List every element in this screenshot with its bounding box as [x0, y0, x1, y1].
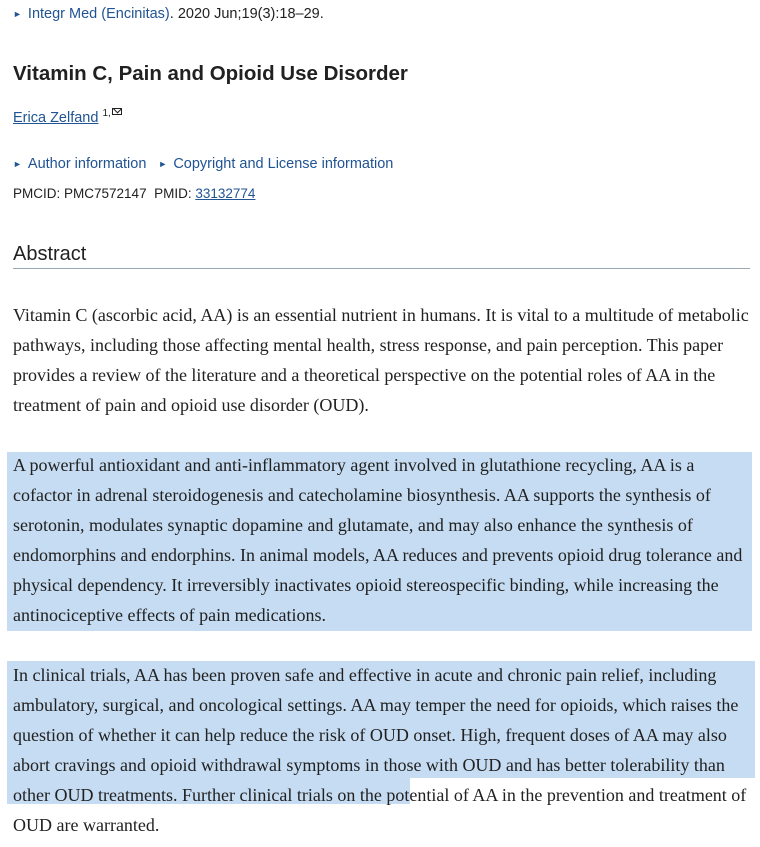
- triangle-right-icon: ►: [158, 159, 168, 169]
- author-link[interactable]: Erica Zelfand: [13, 110, 99, 126]
- citation-details: . 2020 Jun;19(3):18–29.: [169, 6, 324, 22]
- abstract-paragraph-3: In clinical trials, AA has been proven safe and effective in acute and chronic pain relief, including ambulatory, surgical, and oncological settings. AA may temper the need for opioids, which raises the question of whether it can help reduce the risk of OUD onset. High, frequent doses of AA may also abort cravings and opioid withdrawal symptoms in those with OUD and has better tolerability than other OUD treatments. Further clinical trials on the potential of AA in the prevention and treatment of OUD are warranted.: [13, 665, 747, 835]
- pmid-label: PMID:: [154, 186, 192, 201]
- article-title: Vitamin C, Pain and Opioid Use Disorder: [13, 62, 408, 85]
- triangle-right-icon: ►: [13, 159, 22, 169]
- pmcid-value: PMC7572147: [64, 186, 147, 201]
- journal-link[interactable]: Integr Med (Encinitas): [27, 6, 170, 22]
- author-affiliation-sup: 1,: [102, 108, 111, 119]
- article-info-links: [13, 153, 393, 176]
- article-identifiers: [13, 183, 255, 205]
- pmcid-label: PMCID:: [13, 186, 61, 201]
- copyright-license-link[interactable]: Copyright and License information: [173, 156, 394, 172]
- abstract-paragraph-2: A powerful antioxidant and anti-inflammatory agent involved in glutathione recycling, AA is a cofactor in adrenal steroidogenesis and catecholamine biosynthesis. AA supports the synthesis of serotonin, modulates synaptic dopamine and glutamate, and may also enhance the synthesis of endomorphins and endorphins. In animal models, AA reduces and prevents opioid drug tolerance and physical dependency. It irreversibly inactivates opioid stereospecific binding, while increasing the antinociceptive effects of pain medications.: [13, 455, 743, 625]
- abstract-heading: Abstract: [13, 241, 750, 269]
- abstract-paragraph-1: Vitamin C (ascorbic acid, AA) is an essential nutrient in humans. It is vital to a multitude of metabolic pathways, including those affecting mental health, stress response, and pain perception. This paper provides a review of the literature and a theoretical perspective on the potential roles of AA in the treatment of pain and opioid use disorder (OUD).: [13, 305, 749, 415]
- envelope-icon[interactable]: [112, 108, 122, 115]
- author-line: [13, 107, 122, 131]
- citation-line: [13, 4, 324, 25]
- pmid-link[interactable]: 33132774: [195, 186, 256, 201]
- triangle-right-icon: ►: [13, 9, 22, 19]
- author-information-link[interactable]: Author information: [27, 156, 147, 172]
